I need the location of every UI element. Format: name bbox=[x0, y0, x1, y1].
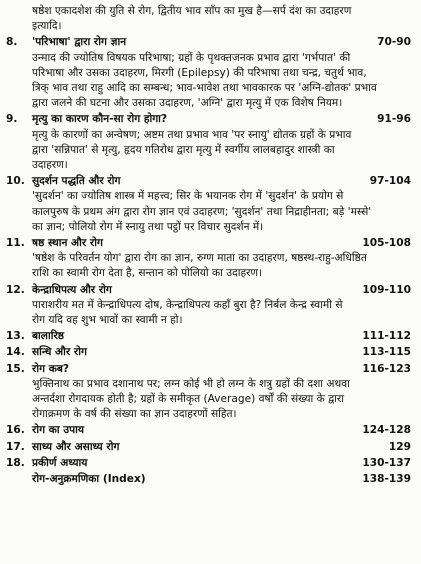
page-range: 129 bbox=[388, 440, 411, 453]
chapter-number: 14. bbox=[6, 346, 25, 359]
chapter-title: रोग का उपाय bbox=[32, 424, 85, 437]
description-line: उन्माद की ज्योतिष विषयक परिभाषा; ग्रहों के पृथक्तजनक प्रभाव द्वारा 'गर्भपात' की bbox=[32, 51, 351, 64]
description-line: का ज्ञान; पोलियो रोग में स्नायु तथा पट्ठों पर विचार सुदर्शन में। bbox=[32, 220, 264, 233]
description-line: 'षष्ठेश के परिवर्तन योग' द्वारा रोग का ज्ञान, रुग्ण माता का उदाहरण, षष्ठस्थ-राहु-अधिष्ठित bbox=[32, 252, 367, 265]
toc-entry bbox=[6, 362, 411, 423]
chapter-title: मृत्यु का कारण कौन-सा रोग होगा? bbox=[32, 113, 168, 126]
intro-line: इत्यादि। bbox=[32, 20, 62, 33]
chapter-number: 15. bbox=[6, 362, 25, 375]
page-range: 97-104 bbox=[369, 175, 411, 188]
chapter-description bbox=[6, 298, 411, 328]
toc-entry bbox=[6, 456, 411, 471]
page-range: 91-96 bbox=[377, 113, 411, 126]
chapter-description bbox=[6, 189, 411, 235]
chapter-number: 18. bbox=[6, 456, 25, 469]
toc-entry-heading bbox=[6, 472, 411, 487]
description-line: परिभाषा और उसका उदाहरण, मिरगी (Epilepsy) की परिभाषा तथा चन्द्र, चतुर्थ भाव, bbox=[32, 66, 367, 79]
chapter-description bbox=[6, 51, 411, 112]
chapter-description bbox=[6, 251, 411, 281]
chapter-title: साध्य और असाध्य रोग bbox=[32, 440, 120, 453]
toc-entry bbox=[6, 35, 411, 111]
chapter-number: 10. bbox=[6, 175, 25, 188]
chapter-number: 8. bbox=[6, 36, 18, 49]
page-range: 113-115 bbox=[362, 346, 411, 359]
description-line: मृत्यु के कारणों का अन्वेषण; अष्टम तथा प्रभाव भाव 'पर स्नायु' द्योतक ग्रहों के प्रभाव bbox=[32, 128, 352, 141]
toc-entry bbox=[6, 283, 411, 329]
toc-entry-heading bbox=[6, 35, 411, 50]
page-range: 116-123 bbox=[362, 362, 411, 375]
description-line: रोग यदि वह शुभ भावों का स्वामी न हो। bbox=[32, 314, 183, 327]
page-range: 124-128 bbox=[362, 424, 411, 437]
chapter-title: 'परिभाषा' द्वारा रोग ज्ञान bbox=[32, 36, 127, 49]
chapter-description bbox=[6, 128, 411, 174]
chapter-number: 11. bbox=[6, 237, 25, 250]
toc-entry-heading bbox=[6, 362, 411, 377]
description-line: रोगाक्रमण के वर्ष की संख्या का ज्ञान उदाहरणों सहित। bbox=[32, 408, 237, 421]
description-line: उदाहरण। bbox=[32, 159, 68, 172]
chapter-title: रोग-अनुक्रमणिका (Index) bbox=[32, 473, 146, 486]
description-line: अन्तर्दशा रोगदायक होती है; ग्रहों के समीकृत (Average) वर्षों की संख्या के द्वारा bbox=[32, 393, 345, 406]
chapter-number: 16. bbox=[6, 424, 25, 437]
description-line: 'सुदर्शन' का ज्योतिष शास्त्र में महत्त्व; सिर के भयानक रोग में 'सुदर्शन' के प्रयोग से bbox=[32, 190, 344, 203]
toc-list bbox=[6, 35, 411, 487]
toc-entry-heading bbox=[6, 283, 411, 298]
chapter-title: बालारिष्ठ bbox=[32, 330, 65, 343]
chapter-number: 13. bbox=[6, 330, 25, 343]
toc-entry-heading bbox=[6, 423, 411, 438]
chapter-title: षष्ठ स्थान और रोग bbox=[32, 237, 103, 250]
chapter-title: सन्धि और रोग bbox=[32, 346, 87, 359]
chapter-title: केन्द्राधिपत्य और रोग bbox=[32, 283, 112, 296]
page-range: 109-110 bbox=[362, 283, 411, 296]
description-line: भुक्तिनाथ का प्रभाव दशानाथ पर; लग्न कोई भी हो लग्न के शत्रु ग्रहों की दशा अथवा bbox=[32, 377, 350, 390]
chapter-description bbox=[6, 377, 411, 423]
description-line: त्रिक् भाव तथा राहु आदि का सम्बन्ध; भाव-भावेश तथा भावकारक पर 'अग्नि-द्योतक' प्रभाव bbox=[32, 82, 377, 95]
chapter-title: प्रकीर्ण अध्याय bbox=[32, 456, 88, 469]
chapter-number: 17. bbox=[6, 440, 25, 453]
toc-entry-heading bbox=[6, 236, 411, 251]
chapter-title: रोग कब? bbox=[32, 362, 70, 375]
toc-entry-heading bbox=[6, 440, 411, 455]
toc-entry bbox=[6, 345, 411, 360]
toc-entry-heading bbox=[6, 329, 411, 344]
page-range: 70-90 bbox=[377, 36, 411, 49]
toc-entry-heading bbox=[6, 456, 411, 471]
page-range: 130-137 bbox=[362, 456, 411, 469]
page-range: 111-112 bbox=[362, 330, 411, 343]
page-range: 138-139 bbox=[362, 473, 411, 486]
toc-entry bbox=[6, 112, 411, 173]
intro-line: षष्ठेश एकादशेश की युति से रोग, द्वितीय भाव साँप का मुख है—सर्प दंश का उदाहरण bbox=[32, 5, 352, 17]
description-line: कालपुरुष के प्रथम अंग द्वारा रोग ज्ञान एवं उदाहरण; 'सुदर्शन' तथा निद्राहीनता; बड़े 'मस्से' bbox=[32, 205, 372, 218]
toc-entry-heading bbox=[6, 345, 411, 360]
toc-entry-heading bbox=[6, 112, 411, 127]
intro-text bbox=[6, 4, 411, 34]
toc-entry bbox=[6, 472, 411, 487]
toc-entry bbox=[6, 423, 411, 438]
chapter-number: 9. bbox=[6, 113, 18, 126]
description-line: पाराशरीय मत में केन्द्राधिपत्य दोष, केन्द्राधिपत्य कहाँ बुरा है? निर्बल केन्द्र स्वामी से bbox=[32, 298, 343, 311]
chapter-number: 12. bbox=[6, 283, 25, 296]
toc-entry bbox=[6, 174, 411, 235]
description-line: द्वारा जलने की घटना और उसका उदाहरण, 'अग्नि' द्वारा मृत्यु में एक विशेष नियम। bbox=[32, 97, 343, 110]
description-line: राशि का स्वामी रोग देता है, सन्तान को पोलियो का उदाहरण। bbox=[32, 267, 263, 280]
toc-entry bbox=[6, 329, 411, 344]
chapter-title: सुदर्शन पद्धति और रोग bbox=[32, 175, 121, 188]
toc-entry bbox=[6, 440, 411, 455]
page-range: 105-108 bbox=[362, 237, 411, 250]
toc-entry-heading bbox=[6, 174, 411, 189]
description-line: द्वारा 'सन्निपात' से मृत्यु, हृदय गतिरोध द्वारा मृत्यु में स्वर्गीय लालबहादुर शास्त्री का bbox=[32, 143, 335, 156]
toc-entry bbox=[6, 236, 411, 282]
